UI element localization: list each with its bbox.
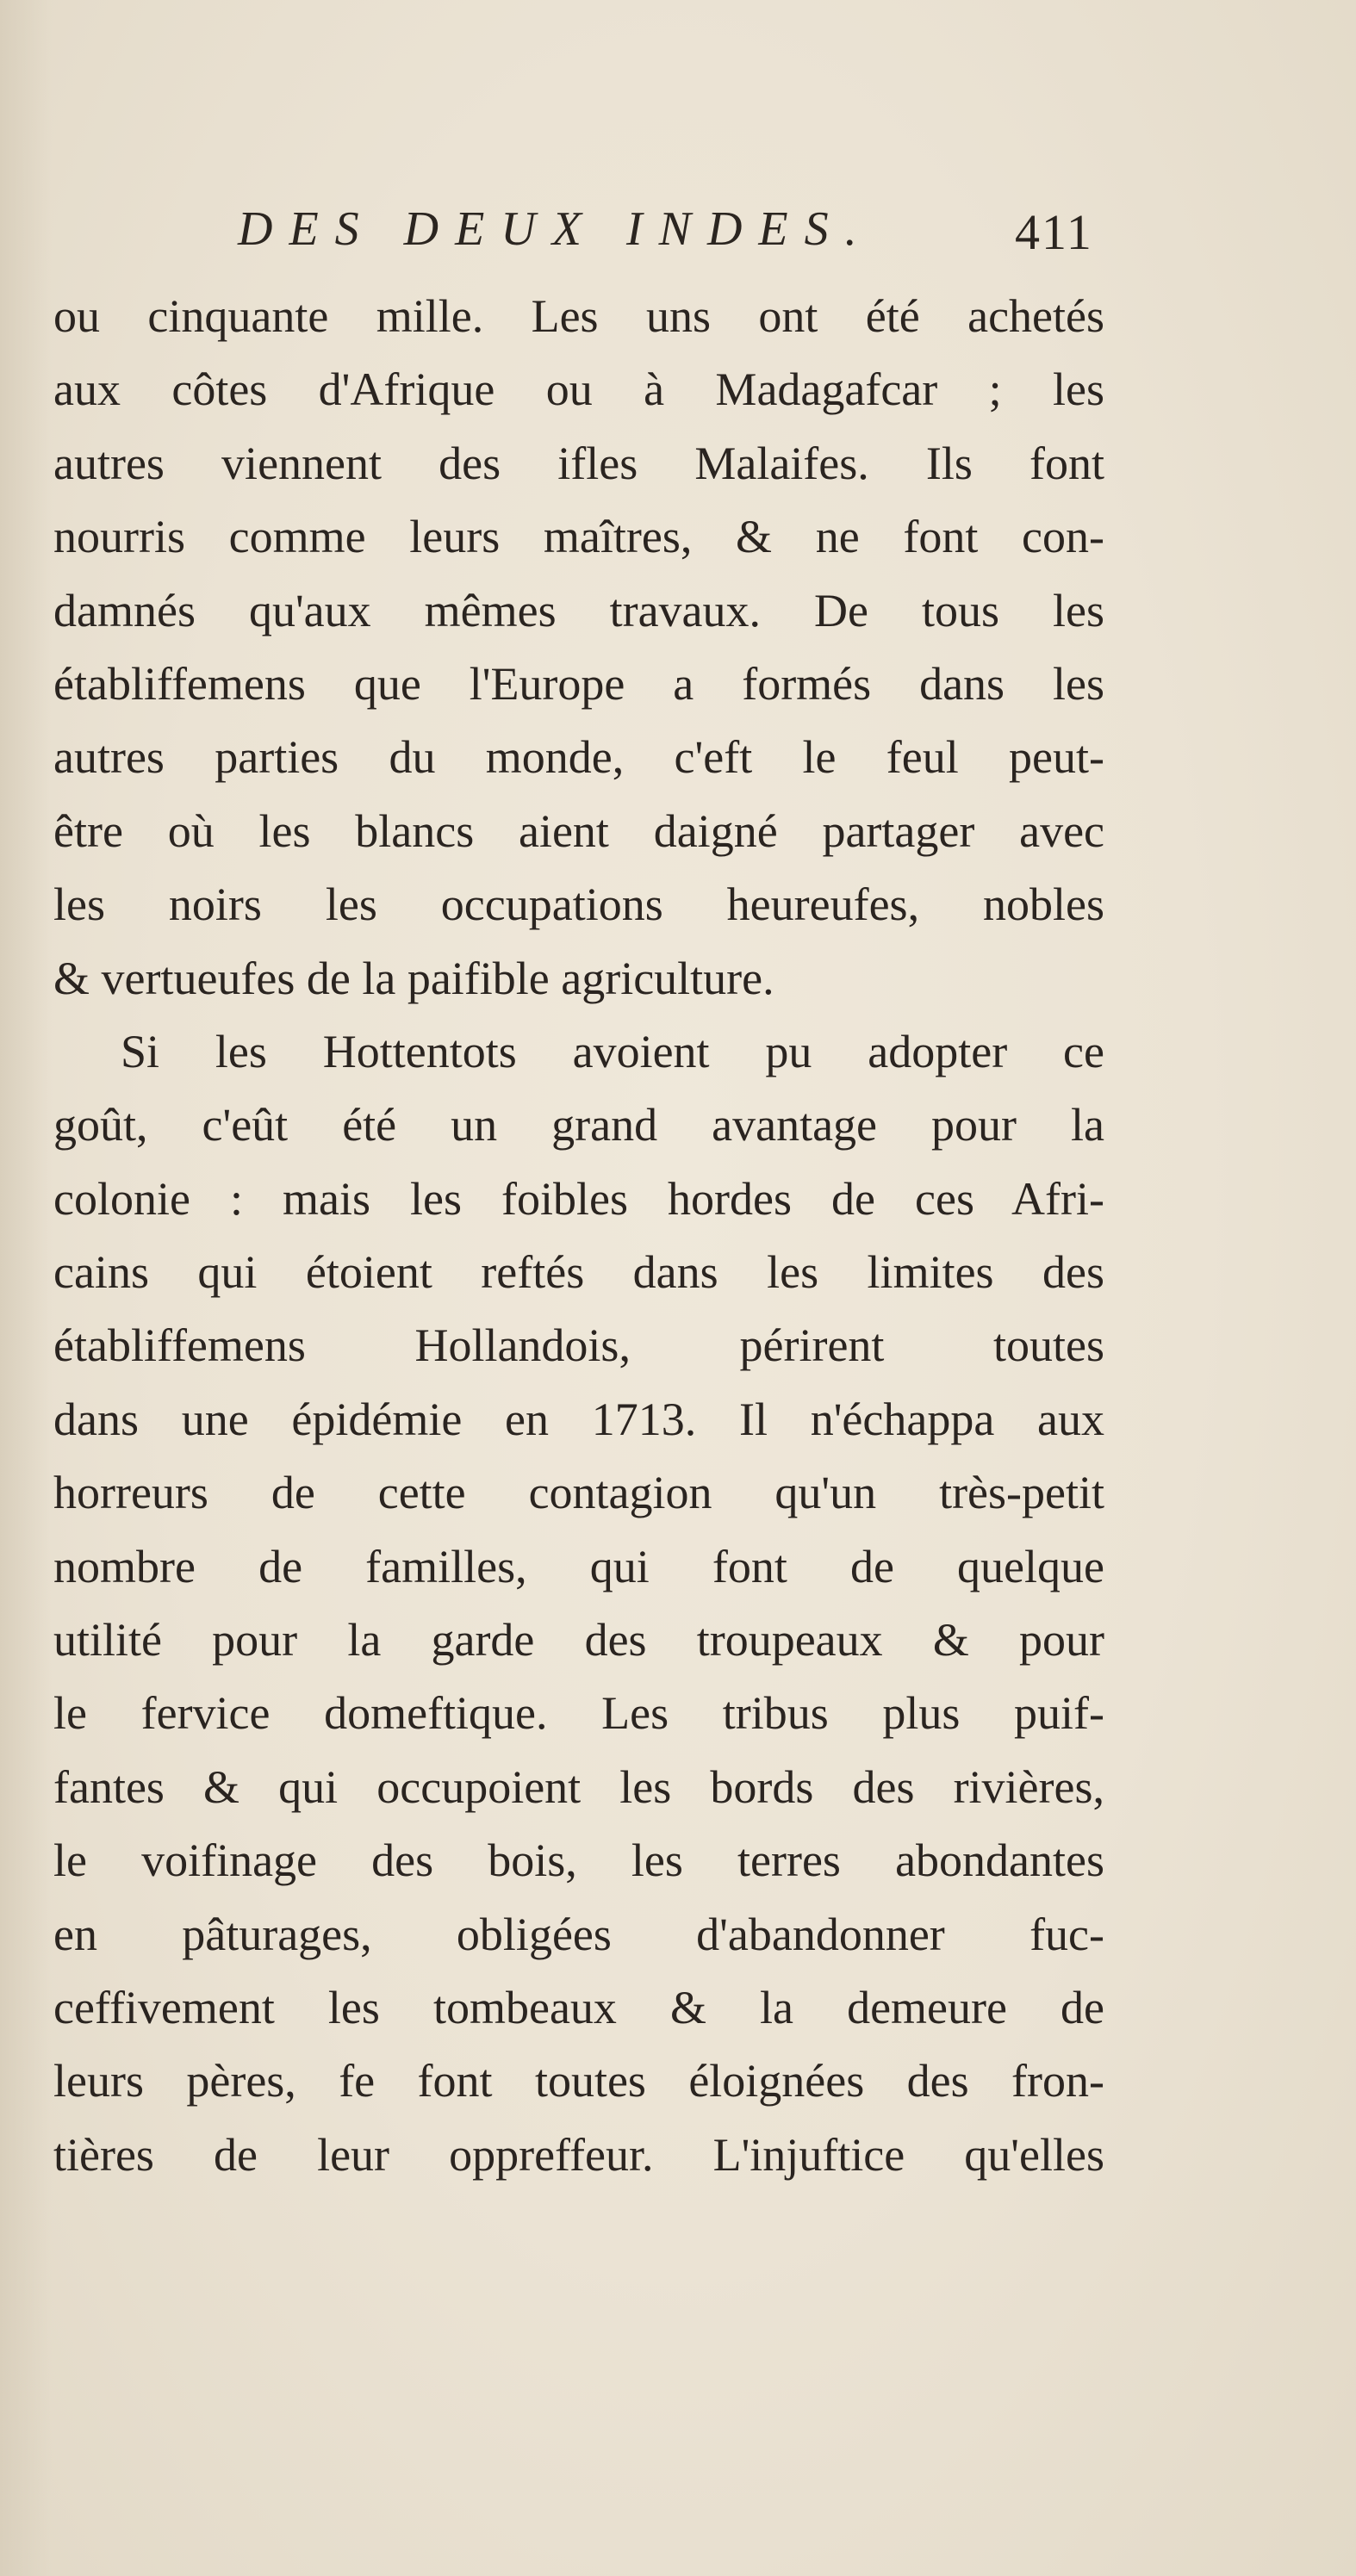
text-line: autres parties du monde, c'eft le feul peut- bbox=[53, 731, 1104, 784]
text-line: établiffemens que l'Europe a formés dans les bbox=[53, 657, 1104, 710]
running-title: DES DEUX INDES. bbox=[238, 202, 874, 256]
text-line: cains qui étoient reftés dans les limites des bbox=[53, 1246, 1104, 1299]
text-line: les noirs les occupations heureufes, nobles bbox=[53, 878, 1104, 931]
text-line: être où les blancs aient daigné partager avec bbox=[53, 804, 1104, 857]
text-line: établiffemens Hollandois, périrent toutes bbox=[53, 1319, 1104, 1372]
page-number: 411 bbox=[1015, 204, 1093, 260]
text-line: tières de leur oppreffeur. L'injuftice qu'elles bbox=[53, 2128, 1104, 2181]
text-line: ou cinquante mille. Les uns ont été achetés bbox=[53, 290, 1104, 342]
text-line: horreurs de cette contagion qu'un très-petit bbox=[53, 1467, 1104, 1519]
text-line: fantes & qui occupoient les bords des rivières, bbox=[53, 1760, 1104, 1813]
text-line: colonie : mais les foibles hordes de ces Afri- bbox=[53, 1172, 1104, 1225]
text-line: goût, c'eût été un grand avantage pour la bbox=[53, 1099, 1104, 1151]
text-line: dans une épidémie en 1713. Il n'échappa aux bbox=[53, 1393, 1104, 1445]
paragraph-start-line: Si les Hottentots avoient pu adopter ce bbox=[121, 1025, 1104, 1077]
text-line: le voifinage des bois, les terres abondantes bbox=[53, 1834, 1104, 1887]
text-line: damnés qu'aux mêmes travaux. De tous les bbox=[53, 584, 1104, 636]
text-line: aux côtes d'Afrique ou à Madagafcar ; les bbox=[53, 363, 1104, 416]
text-line: nombre de familles, qui font de quelque bbox=[53, 1540, 1104, 1592]
text-line: ceffivement les tombeaux & la demeure de bbox=[53, 1981, 1104, 2033]
text-line: leurs pères, fe font toutes éloignées des fron- bbox=[53, 2055, 1104, 2107]
text-line: & vertueufes de la paifible agriculture. bbox=[53, 952, 774, 1004]
body-text bbox=[53, 280, 1104, 2192]
text-line: utilité pour la garde des troupeaux & pour bbox=[53, 1614, 1104, 1667]
gutter-shadow bbox=[0, 0, 52, 2576]
text-line: autres viennent des ifles Malaifes. Ils font bbox=[53, 437, 1104, 489]
text-line: le fervice domeftique. Les tribus plus puif- bbox=[53, 1687, 1104, 1740]
text-line: en pâturages, obligées d'abandonner fuc- bbox=[53, 1908, 1104, 1960]
running-head bbox=[0, 191, 1356, 269]
text-line: nourris comme leurs maîtres, & ne font con- bbox=[53, 511, 1104, 563]
